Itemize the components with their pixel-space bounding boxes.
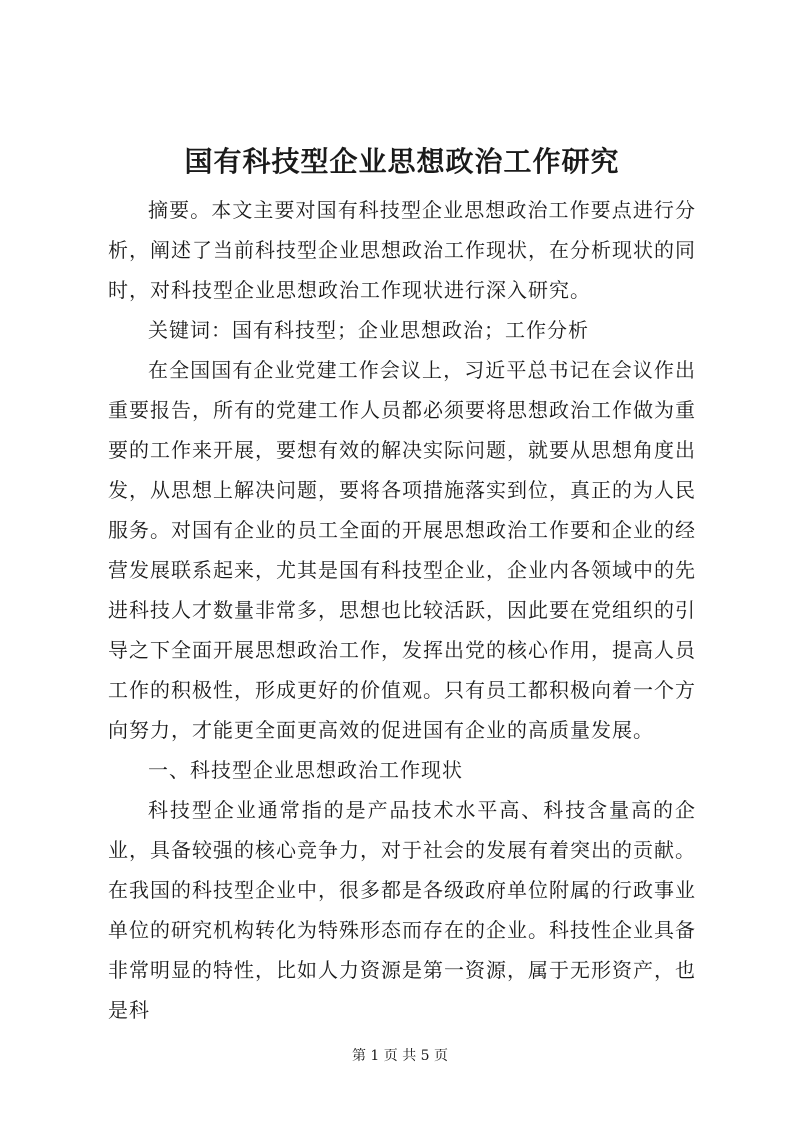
document-title: 国有科技型企业思想政治工作研究 [184, 145, 620, 178]
document-page [108, 140, 696, 1030]
page-number-footer: 第 1 页 共 5 页 [351, 1048, 449, 1064]
keywords-paragraph: 关键词：国有科技型；企业思想政治；工作分析 [148, 318, 589, 342]
body-paragraph: 科技型企业通常指的是产品技术水平高、科技含量高的企业，具备较强的核心竞争力，对于社会的发展有着突出的贡献。在我国的科技型企业中，很多都是各级政府单位附属的行政事业单位的研究机构转化为特殊形态而存在的企业。科技性企业具备非常明显的特性，比如人力资源是第一资源，属于无形资产，也是科 [108, 798, 696, 1022]
body-paragraph: 在全国国有企业党建工作会议上，习近平总书记在会议作出重要报告，所有的党建工作人员都必须要将思想政治工作做为重要的工作来开展，要想有效的解决实际问题，就要从思想角度出发，从思想上解决问题，要将各项措施落实到位，真正的为人民服务。对国有企业的员工全面的开展思想政治工作要和企业的经营发展联系起来，尤其是国有科技型企业，企业内各领域中的先进科技人才数量非常多，思想也比较活跃，因此要在党组织的引导之下全面开展思想政治工作，发挥出党的核心作用，提高人员工作的积极性，形成更好的价值观。只有员工都积极向着一个方向努力，才能更全面更高效的促进国有企业的高质量发展。 [108, 358, 696, 742]
abstract-paragraph: 摘要。本文主要对国有科技型企业思想政治工作要点进行分析，阐述了当前科技型企业思想政治工作现状，在分析现状的同时，对科技型企业思想政治工作现状进行深入研究。 [108, 198, 696, 302]
section-heading: 一、科技型企业思想政治工作现状 [148, 758, 463, 782]
